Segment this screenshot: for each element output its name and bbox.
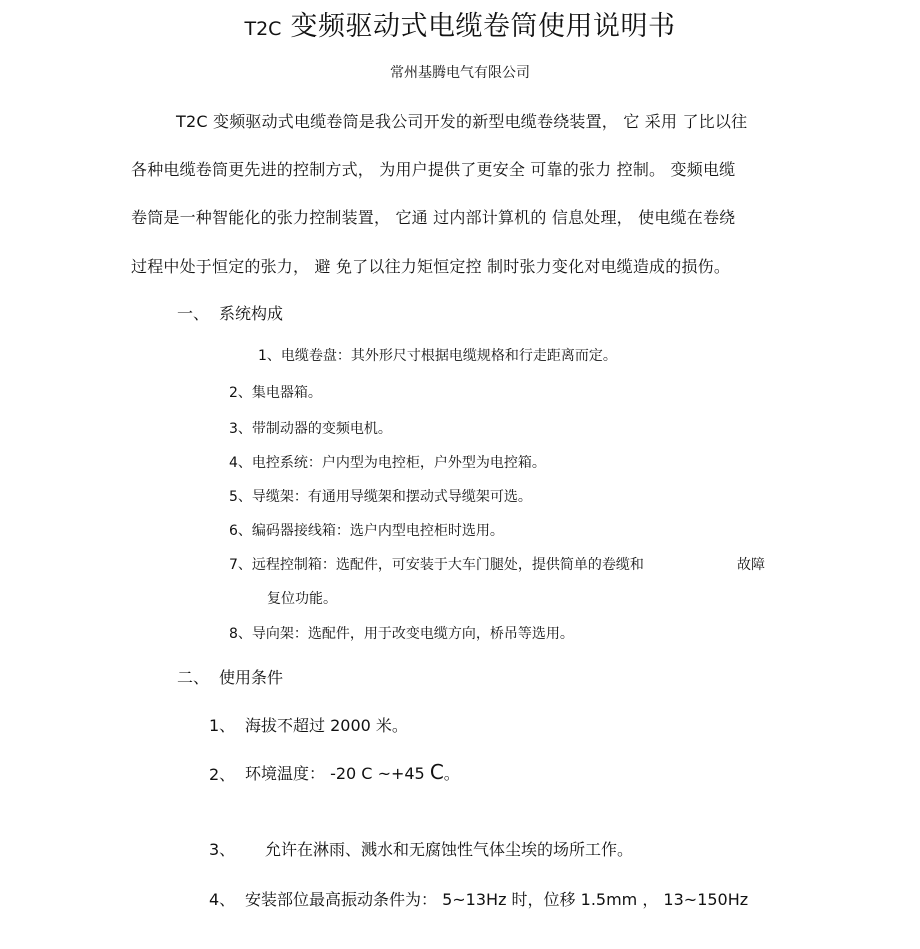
document-title bbox=[0, 4, 920, 43]
condition-2-text: 环境温度： -20 C ~+45 bbox=[245, 764, 430, 783]
section1-item-7: 7、远程控制箱：选配件，可安装于大车门腿处，提供简单的卷缆和 bbox=[229, 557, 644, 573]
company-name: 常州基腾电气有限公司 bbox=[390, 65, 530, 81]
section1-item-5: 5、导缆架：有通用导缆架和摆动式导缆架可选。 bbox=[229, 489, 532, 505]
section1-item-4: 4、电控系统：户内型为电控柜，户外型为电控箱。 bbox=[229, 455, 546, 471]
condition-2-num: 2、 bbox=[209, 765, 236, 784]
condition-1-text: 海拔不超过 2000 米。 bbox=[245, 716, 408, 735]
condition-1-num: 1、 bbox=[209, 716, 236, 735]
section1-item-3: 3、带制动器的变频电机。 bbox=[229, 421, 392, 437]
title-main: 变频驱动式电缆卷筒使用说明书 bbox=[281, 11, 676, 42]
condition-3-num: 3、 bbox=[209, 840, 236, 859]
section1-title: 系统构成 bbox=[219, 304, 284, 323]
intro-line-1: T2C 变频驱动式电缆卷筒是我公司开发的新型电缆卷绕装置， 它 采用 了比以往 bbox=[176, 112, 748, 131]
section1-item-7-cont: 复位功能。 bbox=[267, 591, 337, 607]
section1-number: 一、 bbox=[177, 304, 210, 323]
section1-item-7-tail: 故障 bbox=[737, 557, 765, 573]
intro-line-4: 过程中处于恒定的张力， 避 免了以往力矩恒定控 制时张力变化对电缆造成的损伤。 bbox=[131, 257, 731, 276]
condition-4-text: 安装部位最高振动条件为： 5~13Hz 时，位移 1.5mm ， 13~150Hz bbox=[245, 890, 749, 909]
condition-4-num: 4、 bbox=[209, 890, 236, 909]
section1-item-8: 8、导向架：选配件，用于改变电缆方向，桥吊等选用。 bbox=[229, 626, 574, 642]
section2-title: 使用条件 bbox=[219, 668, 284, 687]
condition-2-unit: C bbox=[429, 760, 444, 784]
intro-line-2: 各种电缆卷筒更先进的控制方式， 为用户提供了更安全 可靠的张力 控制。 变频电缆 bbox=[131, 160, 736, 179]
section2-number: 二、 bbox=[177, 668, 210, 687]
condition-3-text: 允许在淋雨、溅水和无腐蚀性气体尘埃的场所工作。 bbox=[265, 840, 634, 859]
intro-line-3: 卷筒是一种智能化的张力控制装置， 它通 过内部计算机的 信息处理， 使电缆在卷绕 bbox=[131, 208, 736, 227]
condition-2-end: 。 bbox=[443, 764, 460, 783]
section1-item-6: 6、编码器接线箱：选户内型电控柜时选用。 bbox=[229, 523, 504, 539]
condition-2-line bbox=[245, 760, 460, 784]
title-prefix: T2C bbox=[244, 18, 282, 40]
section1-item-2: 2、集电器箱。 bbox=[229, 385, 322, 401]
section1-item-1: 1、电缆卷盘：其外形尺寸根据电缆规格和行走距离而定。 bbox=[258, 348, 617, 364]
